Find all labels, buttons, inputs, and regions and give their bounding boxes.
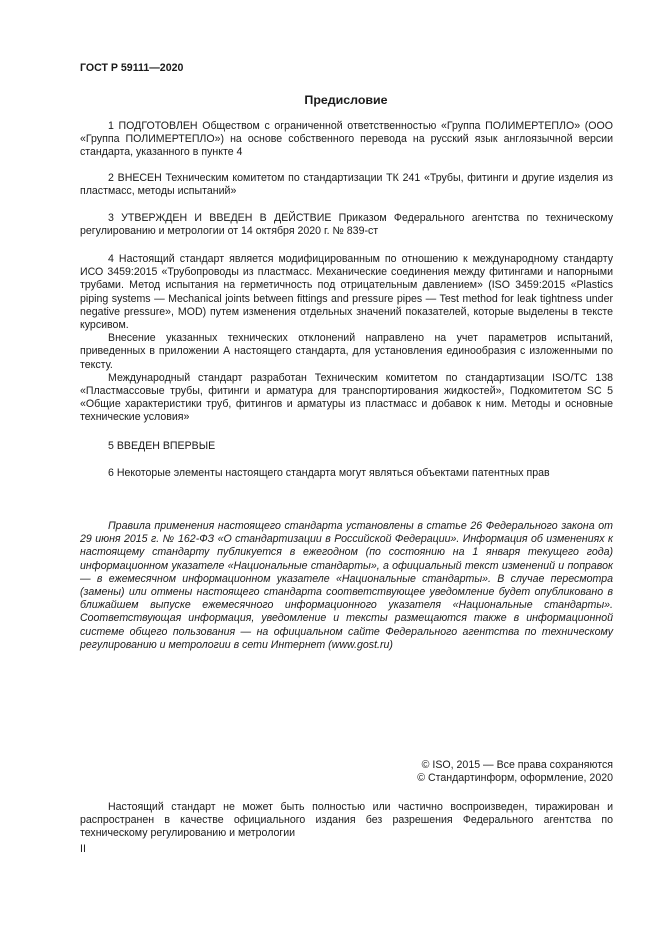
item-1 — [80, 120, 613, 160]
copyright-iso: © ISO, 2015 — Все права сохраняются — [421, 759, 613, 771]
item-6 — [80, 467, 613, 480]
reproduction-notice — [80, 801, 613, 841]
item-3 — [80, 212, 613, 238]
page-number: II — [80, 843, 86, 855]
item-4-text-deviations: Внесение указанных технических отклонений направлено на учет параметров испытаний, приведенных в приложении А настоящего стандарта, для установления единообразия с изложенными по тексту. — [80, 332, 613, 371]
item-2-text: 2 ВНЕСЕН Техническим комитетом по стандартизации ТК 241 «Трубы, фитинги и другие изделия из пластмасс, методы испытаний» — [80, 172, 613, 198]
item-5 — [80, 440, 613, 453]
item-3-text: 3 УТВЕРЖДЕН И ВВЕДЕН В ДЕЙСТВИЕ Приказом Федерального агентства по техническому регулированию и метрологии от 14 октября 2020 г. № 839-ст — [80, 212, 613, 238]
item-1-text: 1 ПОДГОТОВЛЕН Обществом с ограниченной ответственностью «Группа ПОЛИМЕРТЕПЛО» (ООО «Группа ПОЛИМЕРТЕПЛО») на основе собственного перевода на русский язык англоязычной версии стандарта, указанного в пункте 4 — [80, 120, 613, 159]
item-4 — [80, 253, 613, 425]
reproduction-notice-text: Настоящий стандарт не может быть полностью или частично воспроизведен, тиражирован и распространен в качестве официального издания без разрешения Федерального агентства по техническому регулированию и метрологии — [80, 801, 613, 840]
item-6-text: 6 Некоторые элементы настоящего стандарта могут являться объектами патентных прав — [108, 467, 550, 479]
item-4-text-main: 4 Настоящий стандарт является модифицированным по отношению к международному стандарту ИСО 3459:2015 «Трубопроводы из пластмасс. Механические соединения между фитингами и напорными трубами. Метод испытания на герметичность под отрицательным давлением» (ISO 3459:2015 «Plastics piping systems — Mechanical joints between fittings and pressure pipes — Test method for leak tightness under negative pressure», MOD) путем изменения отдельных значений показателей, которые выделены в тексте курсивом. — [80, 253, 613, 332]
application-rules-note — [80, 520, 613, 652]
application-rules-text: Правила применения настоящего стандарта установлены в статье 26 Федерального закона от 29 июня 2015 г. № 162-ФЗ «О стандартизации в Российской Федерации». Информация об изменениях к настоящему стандарту публикуется в ежегодном (по состоянию на 1 января текущего года) информационном указателе «Национальные стандарты», а официальный текст изменений и поправок — в ежемесячном информационном указателе «Национальные стандарты». В случае пересмотра (замены) или отмены настоящего стандарта соответствующее уведомление будет опубликовано в ближайшем выпуске ежемесячного информационного указателя «Национальные стандарты». Соответствующая информация, уведомление и тексты размещаются также в информационной системе общего пользования — на официальном сайте Федерального агентства по техническому регулированию и метрологии в сети Интернет (www.gost.ru) — [80, 520, 613, 651]
standard-id-header: ГОСТ Р 59111—2020 — [80, 62, 184, 74]
page-title: Предисловие — [304, 93, 388, 107]
copyright-standartinform: © Стандартинформ, оформление, 2020 — [417, 772, 613, 785]
item-2 — [80, 172, 613, 198]
item-4-text-committee: Международный стандарт разработан Техническим комитетом по стандартизации ISO/TC 138 «Пластмассовые трубы, фитинги и арматура для транспортирования жидкостей», Подкомитетом SC 5 «Общие характеристики труб, фитингов и арматуры из пластмасс и добавок к ним. Методы и основные технические условия» — [80, 371, 613, 424]
copyright-block — [417, 759, 613, 785]
item-5-text: 5 ВВЕДЕН ВПЕРВЫЕ — [108, 440, 216, 452]
